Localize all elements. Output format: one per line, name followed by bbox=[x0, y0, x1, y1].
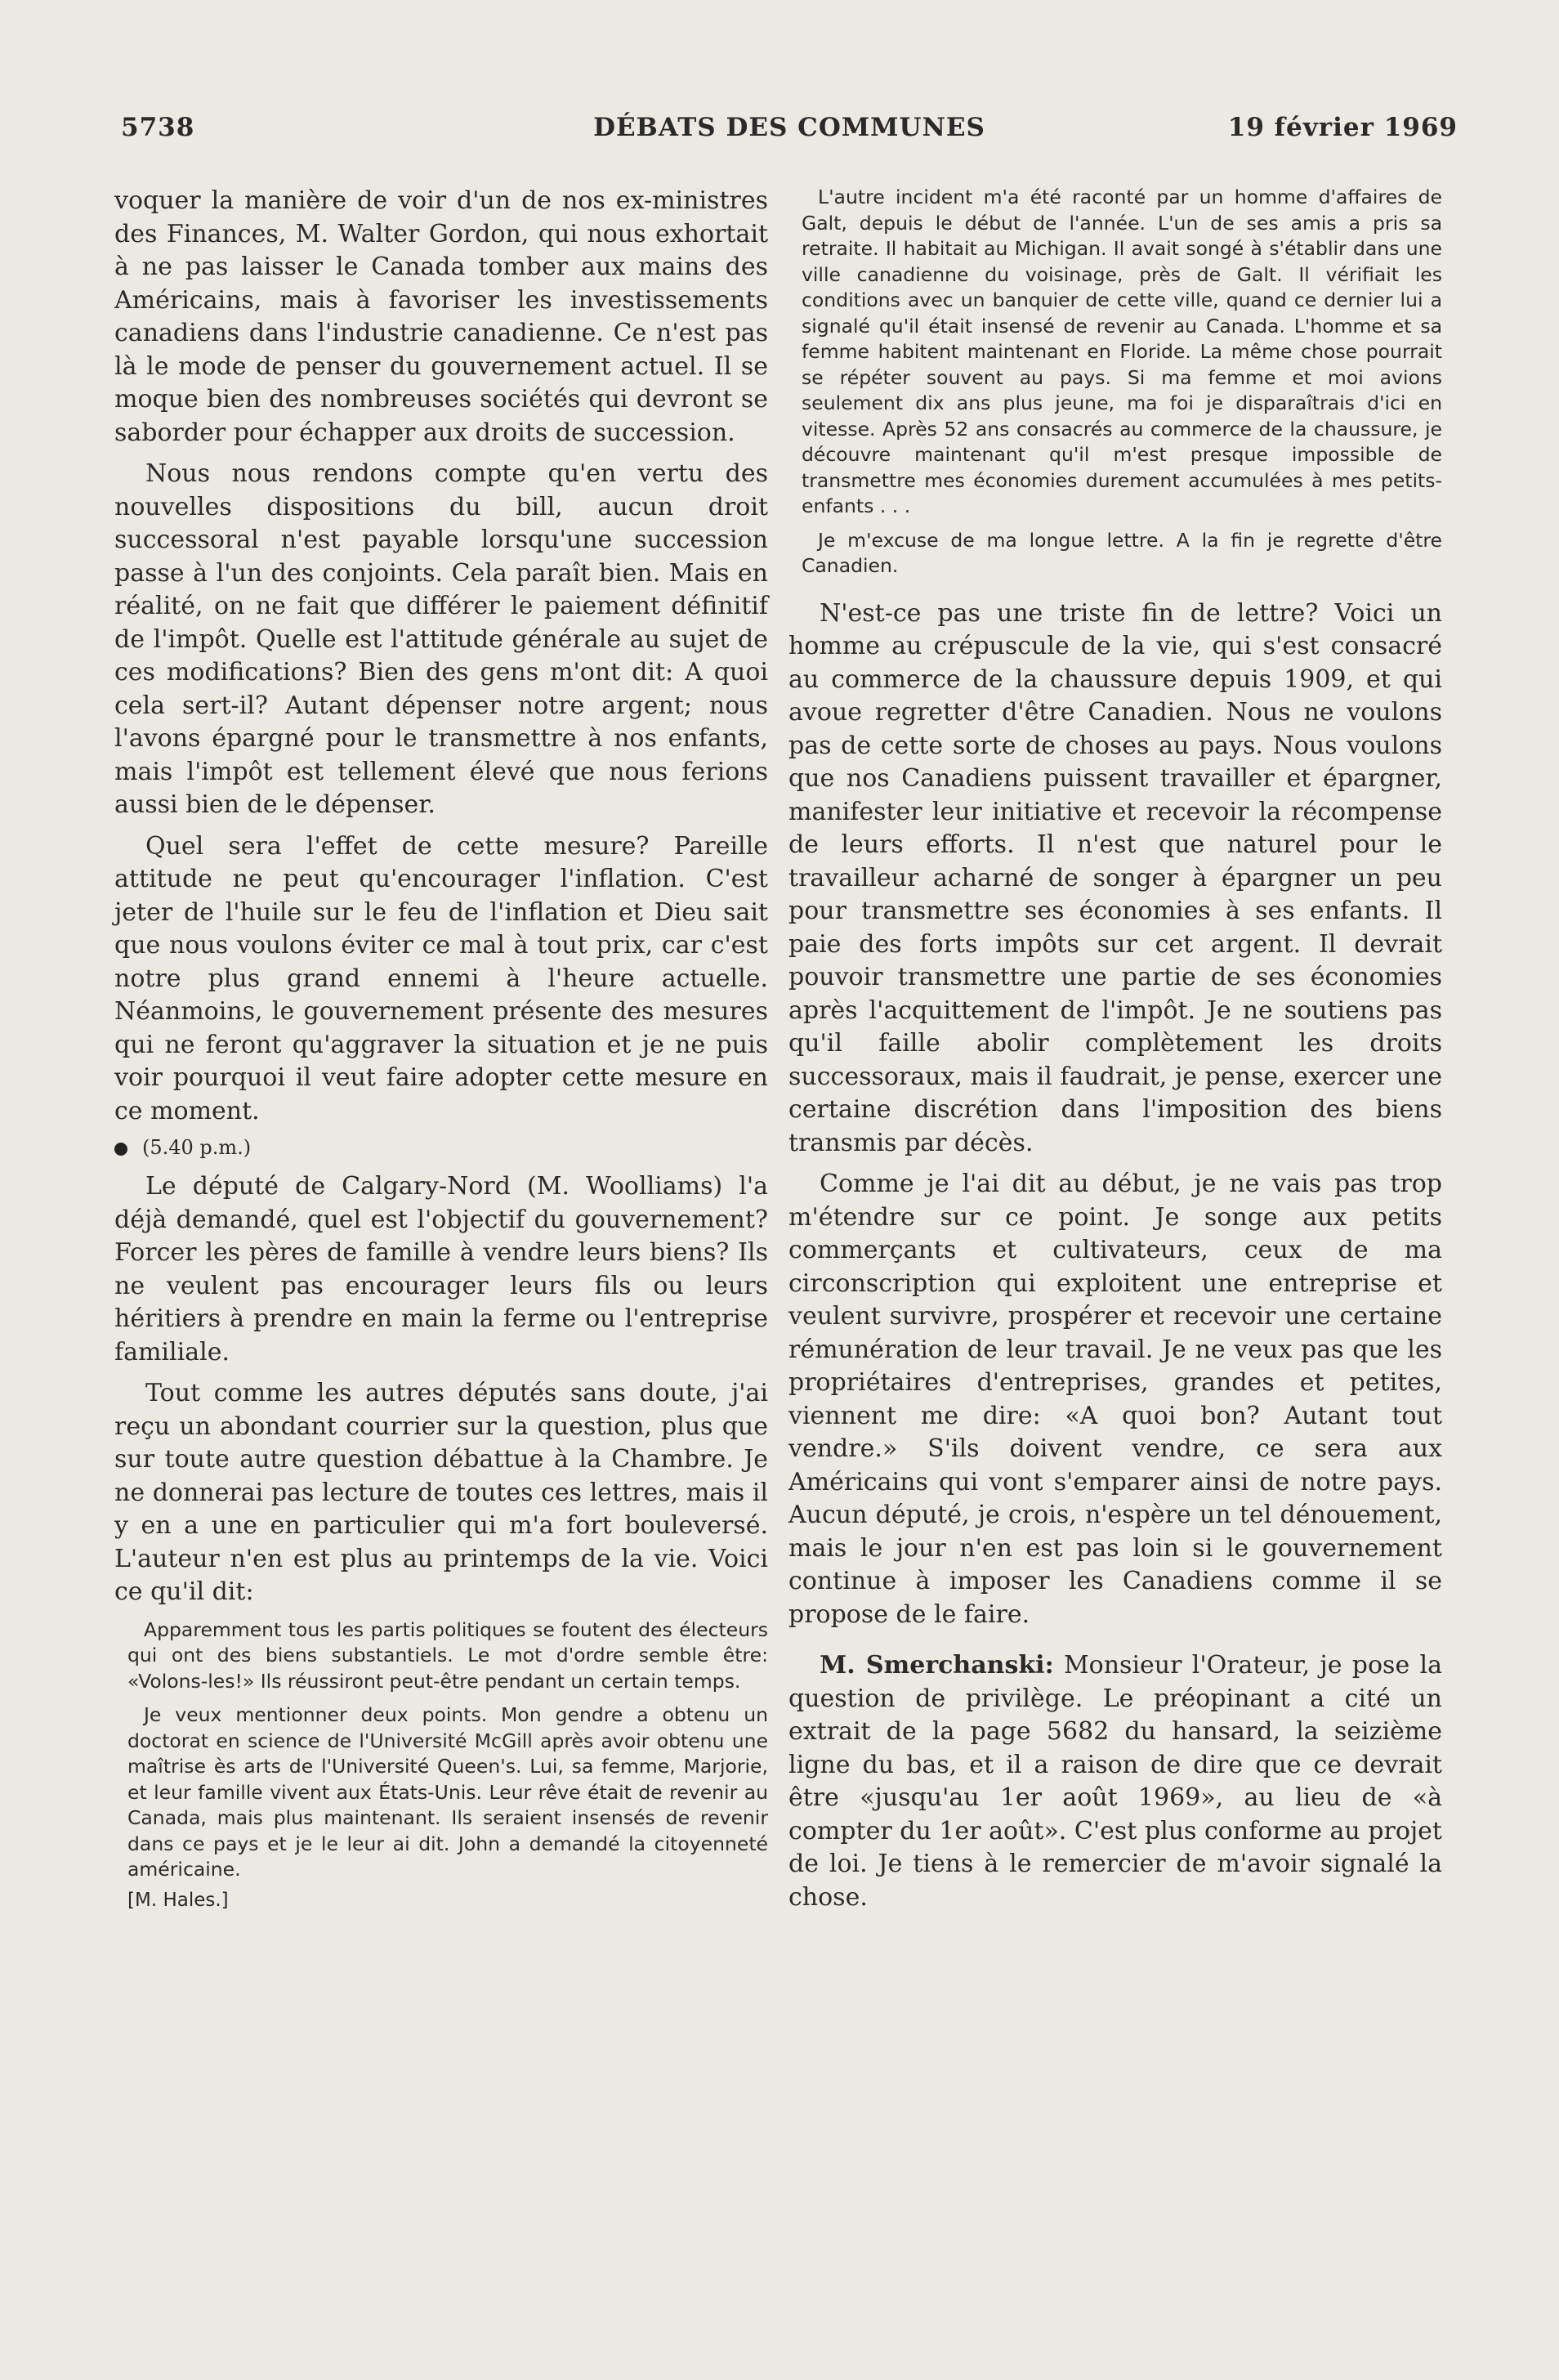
paragraph: Nous nous rendons compte qu'en vertu des nouvelles dispositions du bill, aucun droit successoral n'est payable lorsqu'une succession passe à l'un des conjoints. Cela paraît bien. Mais en réalité, on ne fait que différer le paiement définitif de l'impôt. Quelle est l'attitude générale au sujet de ces modifications? Bien des gens m'ont dit: A quoi cela sert-il? Autant dépenser notre argent; nous l'avons épargné pour le transmettre à nos enfants, mais l'impôt est tellement élevé que nous ferions aussi bien de le dépenser. bbox=[114, 459, 768, 819]
right-column bbox=[788, 185, 1442, 1914]
letter-quote: Je veux mentionner deux points. Mon gendre a obtenu un doctorat en science de l'Université McGill après avoir obtenu une maîtrise ès arts de l'Université Queen's. Lui, sa femme, Marjorie, et leur famille vivent aux États-Unis. Leur rêve était de revenir au Canada, mais plus maintenant. Ils seraient insensés de revenir dans ce pays et je le leur ai dit. John a demandé la citoyenneté américaine. bbox=[127, 1703, 768, 1881]
paragraph: Comme je l'ai dit au début, je ne vais pas trop m'étendre sur ce point. Je songe aux petits commerçants et cultivateurs, ceux de ma circonscription qui exploitent une entreprise et veulent survivre, prospérer et recevoir une certaine rémunération de leur travail. Je ne veux pas que les propriétaires d'entreprises, grandes et petites, viennent me dire: «A quoi bon? Autant tout vendre.» S'ils doivent vendre, ce sera aux Américains qui vont s'emparer ainsi de notre pays. Aucun député, je crois, n'espère un tel dénouement, mais le jour n'en est pas loin si le gouvernement continue à imposer les Canadiens comme il se propose de le faire. bbox=[788, 1170, 1442, 1629]
left-column bbox=[114, 185, 768, 1911]
publication-date: 19 février 1969 bbox=[1227, 113, 1458, 142]
letter-quote: Apparemment tous les partis politiques se foutent des électeurs qui ont des biens substantiels. Le mot d'ordre semble être: «Volons-les!» Ils réussiront peut-être pendant un certain temps. bbox=[127, 1617, 768, 1693]
speaker-attribution: [M. Hales.] bbox=[127, 1889, 229, 1911]
bullet-icon bbox=[114, 1143, 127, 1156]
paragraph: N'est-ce pas une triste fin de lettre? Voici un homme au crépuscule de la vie, qui s'est consacré au commerce de la chaussure depuis 1909, et qui avoue regretter d'être Canadien. Nous ne voulons pas de cette sorte de choses au pays. Nous voulons que nos Canadiens puissent travailler et épargner, manifester leur initiative et recevoir la récompense de leurs efforts. Il n'est que naturel pour le travailleur acharné de songer à épargner un peu pour transmettre ses économies à ses enfants. Il paie des forts impôts sur cet argent. Il devrait pouvoir transmettre une partie de ses économies après l'acquittement de l'impôt. Je ne soutiens pas qu'il faille abolir complètement les droits successoraux, mais il faudrait, je pense, exercer une certaine discrétion dans l'imposition des biens transmis par décès. bbox=[788, 598, 1442, 1157]
paragraph: Quel sera l'effet de cette mesure? Pareille attitude ne peut qu'encourager l'inflation. C'est jeter de l'huile sur le feu de l'inflation et Dieu sait que nous voulons éviter ce mal à tout prix, car c'est notre plus grand ennemi à l'heure actuelle. Néanmoins, le gouvernement présente des mesures qui ne feront qu'aggraver la situation et je ne puis voir pourquoi il veut faire adopter cette mesure en ce moment. bbox=[114, 831, 768, 1125]
timestamp bbox=[114, 1133, 768, 1162]
publication-title: DÉBATS DES COMMUNES bbox=[593, 113, 985, 142]
letter-quote: L'autre incident m'a été raconté par un homme d'affaires de Galt, depuis le début de l'année. L'un de ses amis a pris sa retraite. Il habitait au Michigan. Il avait songé à s'établir dans une ville canadienne du voisinage, près de Galt. Il vérifiait les conditions avec un banquier de cette ville, quand ce dernier lui a signalé qu'il était insensé de revenir au Canada. L'homme et sa femme habitent maintenant en Floride. La même chose pourrait se répéter souvent au pays. Si ma femme et moi avions seulement dix ans plus jeune, ma foi je disparaîtrais d'ici en vitesse. Après 52 ans consacrés au commerce de la chaussure, je découvre maintenant qu'il m'est presque impossible de transmettre mes économies durement accumulées à mes petits-enfants . . . bbox=[802, 186, 1442, 517]
paragraph: Tout comme les autres députés sans doute, j'ai reçu un abondant courrier sur la question, plus que sur toute autre question débattue à la Chambre. Je ne donnerai pas lecture de toutes ces lettres, mais il y en a une en particulier qui m'a fort bouleversé. L'auteur n'en est plus au printemps de la vie. Voici ce qu'il dit: bbox=[114, 1379, 768, 1606]
speaker-name: M. Smerchanski: bbox=[820, 1651, 1054, 1680]
paragraph: Le député de Calgary-Nord (M. Woolliams) l'a déjà demandé, quel est l'objectif du gouvernement? Forcer les pères de famille à vendre leurs biens? Ils ne veulent pas encourager leurs fils ou leurs héritiers à prendre en main la ferme ou l'entreprise familiale. bbox=[114, 1172, 768, 1367]
paragraph: voquer la manière de voir d'un de nos ex-ministres des Finances, M. Walter Gordon, qui nous exhortait à ne pas laisser le Canada tomber aux mains des Américains, mais à favoriser les investissements canadiens dans l'industrie canadienne. Ce n'est pas là le mode de penser du gouvernement actuel. Il se moque bien des nombreuses sociétés qui devront se saborder pour échapper aux droits de succession. bbox=[114, 186, 768, 447]
timestamp-text: (5.40 p.m.) bbox=[142, 1136, 252, 1159]
paragraph bbox=[788, 1649, 1442, 1914]
page-number: 5738 bbox=[121, 113, 195, 142]
speech-text: Monsieur l'Orateur, je pose la question de privilège. Le préopinant a cité un extrait de la page 5682 du hansard, la seizième ligne du bas, et il a raison de dire que ce devrait être «jusqu'au 1er août 1969», au lieu de «à compter du 1er août». C'est plus conforme au projet de loi. Je tiens à le remercier de m'avoir signalé la chose. bbox=[788, 1651, 1442, 1912]
page-header bbox=[121, 113, 1458, 149]
letter-quote: Je m'excuse de ma longue lettre. A la fin je regrette d'être Canadien. bbox=[802, 528, 1442, 577]
